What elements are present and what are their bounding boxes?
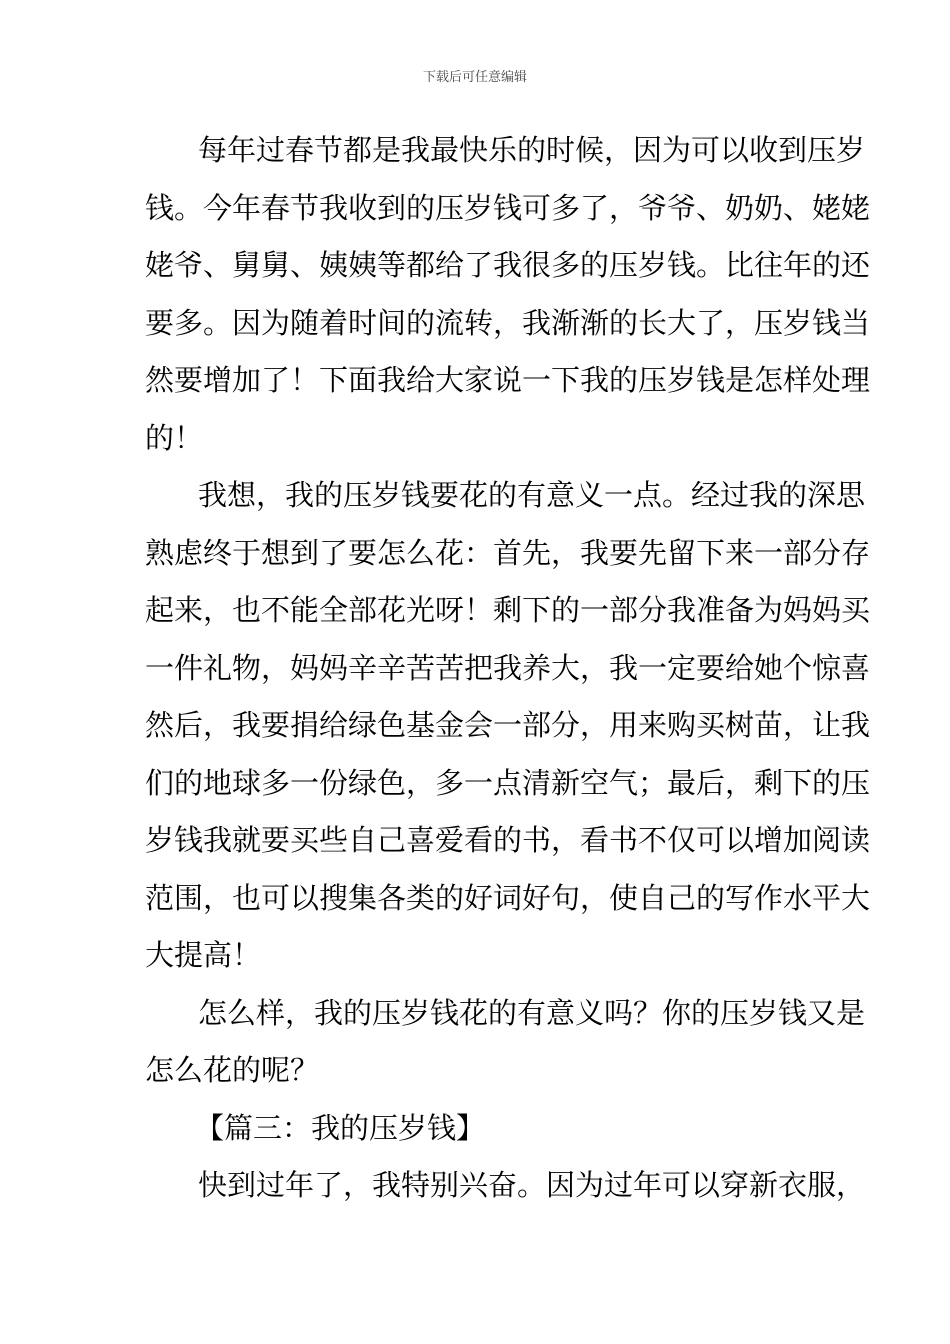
text-line: 每年过春节都是我最快乐的时候，因为可以收到压岁 xyxy=(198,133,866,167)
text-line: 快到过年了，我特别兴奋。因为过年可以穿新衣服， xyxy=(198,1168,866,1202)
document-body xyxy=(145,122,871,1215)
text-line: 钱。今年春节我收到的压岁钱可多了，爷爷、奶奶、姥姥 xyxy=(145,190,871,225)
text-line: 一件礼物，妈妈辛辛苦苦把我养大，我一定要给她个惊喜 xyxy=(145,650,871,685)
text-line: 起来，也不能全部花光呀！剩下的一部分我准备为妈妈买 xyxy=(145,593,871,627)
header-note: 下载后可任意编辑 xyxy=(422,70,527,85)
text-line: 然后，我要捐给绿色基金会一部分，用来购买树苗，让我 xyxy=(145,708,871,742)
paragraph-1 xyxy=(145,122,871,467)
text-line: 要多。因为随着时间的流转，我渐渐的长大了，压岁钱当 xyxy=(145,305,871,340)
paragraph-4 xyxy=(145,1157,866,1215)
text-line: 范围，也可以搜集各类的好词好句，使自己的写作水平大 xyxy=(145,880,871,915)
text-line: 怎么花的呢？ xyxy=(145,1053,320,1087)
text-line: 怎么样，我的压岁钱花的有意义吗？你的压岁钱又是 xyxy=(198,995,866,1030)
text-line: 岁钱我就要买些自己喜爱看的书，看书不仅可以增加阅读 xyxy=(145,823,871,857)
text-line: 的！ xyxy=(145,420,204,455)
text-line: 熟虑终于想到了要怎么花：首先，我要先留下来一部分存 xyxy=(145,535,871,570)
paragraph-2 xyxy=(145,467,871,985)
section-title: 【篇三：我的压岁钱】 xyxy=(195,1110,486,1145)
text-line: 姥爷、舅舅、姨姨等都给了我很多的压岁钱。比往年的还 xyxy=(145,248,871,282)
text-line: 们的地球多一份绿色，多一点清新空气；最后，剩下的压 xyxy=(145,765,871,800)
paragraph-3 xyxy=(145,985,866,1100)
text-line: 然要增加了！下面我给大家说一下我的压岁钱是怎样处理 xyxy=(145,363,871,397)
section-heading xyxy=(145,1100,807,1158)
text-line: 大提高！ xyxy=(145,938,262,972)
text-line: 我想，我的压岁钱要花的有意义一点。经过我的深思 xyxy=(198,478,866,512)
